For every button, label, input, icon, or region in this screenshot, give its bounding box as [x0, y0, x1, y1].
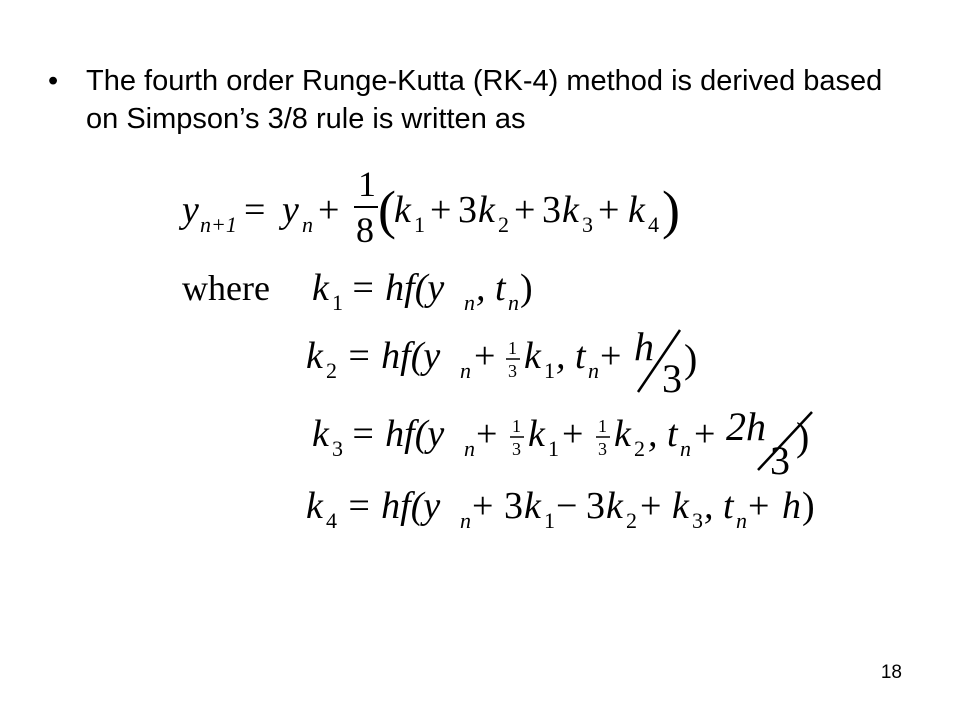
- k4-minus: −: [556, 485, 578, 527]
- k4-expr: = hf(y: [346, 485, 441, 527]
- k4-plus-a: +: [472, 485, 494, 527]
- k4-plus-b: +: [640, 485, 662, 527]
- k3-frac1-den: 3: [512, 439, 521, 459]
- k2-k-term-sub: 1: [544, 358, 555, 383]
- main-k3-sub: 3: [582, 212, 593, 237]
- k3-h-num: 2h: [726, 404, 766, 449]
- k4-k-term3-sub: 3: [692, 508, 703, 533]
- main-y: y: [282, 189, 299, 231]
- k3-k-term1: k: [528, 413, 545, 455]
- main-k4: k: [628, 189, 645, 231]
- k3-yn-sub: n: [464, 436, 475, 461]
- main-c3: 3: [542, 189, 561, 231]
- main-lhs-sub: n+1: [200, 212, 237, 237]
- k2-plus-b: +: [600, 335, 622, 377]
- k2-sub: 2: [326, 358, 337, 383]
- k1-comma-t: , t: [476, 267, 506, 309]
- k1-sub: 1: [332, 290, 343, 315]
- k1-tn-sub: n: [508, 290, 519, 315]
- main-equals: =: [244, 189, 266, 231]
- bullet-dot: •: [48, 65, 59, 97]
- k3-expr: = hf(y: [350, 413, 445, 455]
- k3-comma-t: , t: [648, 413, 678, 455]
- main-plus1: +: [430, 189, 452, 231]
- main-k4-sub: 4: [648, 212, 659, 237]
- k2-k-term: k: [524, 335, 541, 377]
- k3-frac2-den: 3: [598, 439, 607, 459]
- main-k3: k: [562, 189, 579, 231]
- main-k2-sub: 2: [498, 212, 509, 237]
- k4-comma-t: , t: [704, 485, 734, 527]
- k4-c2: 3: [586, 485, 605, 527]
- k2-close: ): [684, 336, 698, 381]
- main-k1-sub: 1: [414, 212, 425, 237]
- k2-h-num: h: [634, 324, 654, 369]
- bullet-text: The fourth order Runge-Kutta (RK-4) method is derived based on Simpson’s 3/8 rule is written as: [86, 65, 883, 135]
- k1-close: ): [520, 267, 533, 309]
- k4-sub: 4: [326, 508, 337, 533]
- main-plus3: +: [598, 189, 620, 231]
- k4-yn-sub: n: [460, 508, 471, 533]
- k3-frac2-num: 1: [598, 416, 607, 436]
- main-k1: k: [394, 189, 411, 231]
- k3-frac1-num: 1: [512, 416, 521, 436]
- main-plus: +: [318, 189, 340, 231]
- k4-k-term2-sub: 2: [626, 508, 637, 533]
- k3-sub: 3: [332, 436, 343, 461]
- k3-k-term2: k: [614, 413, 631, 455]
- main-plus2: +: [514, 189, 536, 231]
- k4-plus-c: +: [748, 485, 770, 527]
- k3-h-den: 3: [770, 438, 790, 483]
- k4-h: h: [782, 485, 801, 527]
- k3-equation: [312, 404, 812, 483]
- k3-plus-a: +: [476, 413, 498, 455]
- k4-k-term3: k: [672, 485, 689, 527]
- k4-tn-sub: n: [736, 508, 747, 533]
- main-frac-num: 1: [358, 164, 376, 204]
- k3-k-term1-sub: 1: [548, 436, 559, 461]
- k1-yn-sub: n: [464, 290, 475, 315]
- k1-expr: = hf(y: [350, 267, 445, 309]
- k3-close: ): [796, 414, 810, 459]
- main-k2: k: [478, 189, 495, 231]
- main-rparen: ): [662, 180, 680, 240]
- main-c2: 3: [458, 189, 477, 231]
- k2-tn-sub: n: [588, 358, 599, 383]
- main-lhs: y: [182, 189, 199, 231]
- k3-tn-sub: n: [680, 436, 691, 461]
- k3-plus-b: +: [562, 413, 584, 455]
- k1-equation: [312, 267, 533, 315]
- k2-yn-sub: n: [460, 358, 471, 383]
- k2-frac-num: 1: [508, 338, 517, 358]
- k2-plus-a: +: [474, 335, 496, 377]
- main-frac-den: 8: [356, 210, 374, 250]
- k3-plus-c: +: [694, 413, 716, 455]
- k2-comma-t: , t: [556, 335, 586, 377]
- where-label: where: [182, 268, 270, 308]
- k2-expr: = hf(y: [346, 335, 441, 377]
- k3-k: k: [312, 413, 329, 455]
- main-y-sub: n: [302, 212, 313, 237]
- k4-k-term2: k: [606, 485, 623, 527]
- page-number: 18: [880, 662, 902, 683]
- k4-c1: 3: [504, 485, 523, 527]
- main-lparen: (: [378, 180, 396, 240]
- k2-equation: [306, 324, 697, 401]
- k1-k: k: [312, 267, 329, 309]
- k4-close: ): [802, 485, 815, 527]
- k4-k: k: [306, 485, 323, 527]
- k3-k-term2-sub: 2: [634, 436, 645, 461]
- k4-k-term1-sub: 1: [544, 508, 555, 533]
- k4-k-term1: k: [524, 485, 541, 527]
- k2-k: k: [306, 335, 323, 377]
- main-equation: [178, 164, 680, 250]
- k2-h-den: 3: [662, 356, 682, 401]
- k4-equation: [306, 485, 815, 533]
- k2-frac-den: 3: [508, 361, 517, 381]
